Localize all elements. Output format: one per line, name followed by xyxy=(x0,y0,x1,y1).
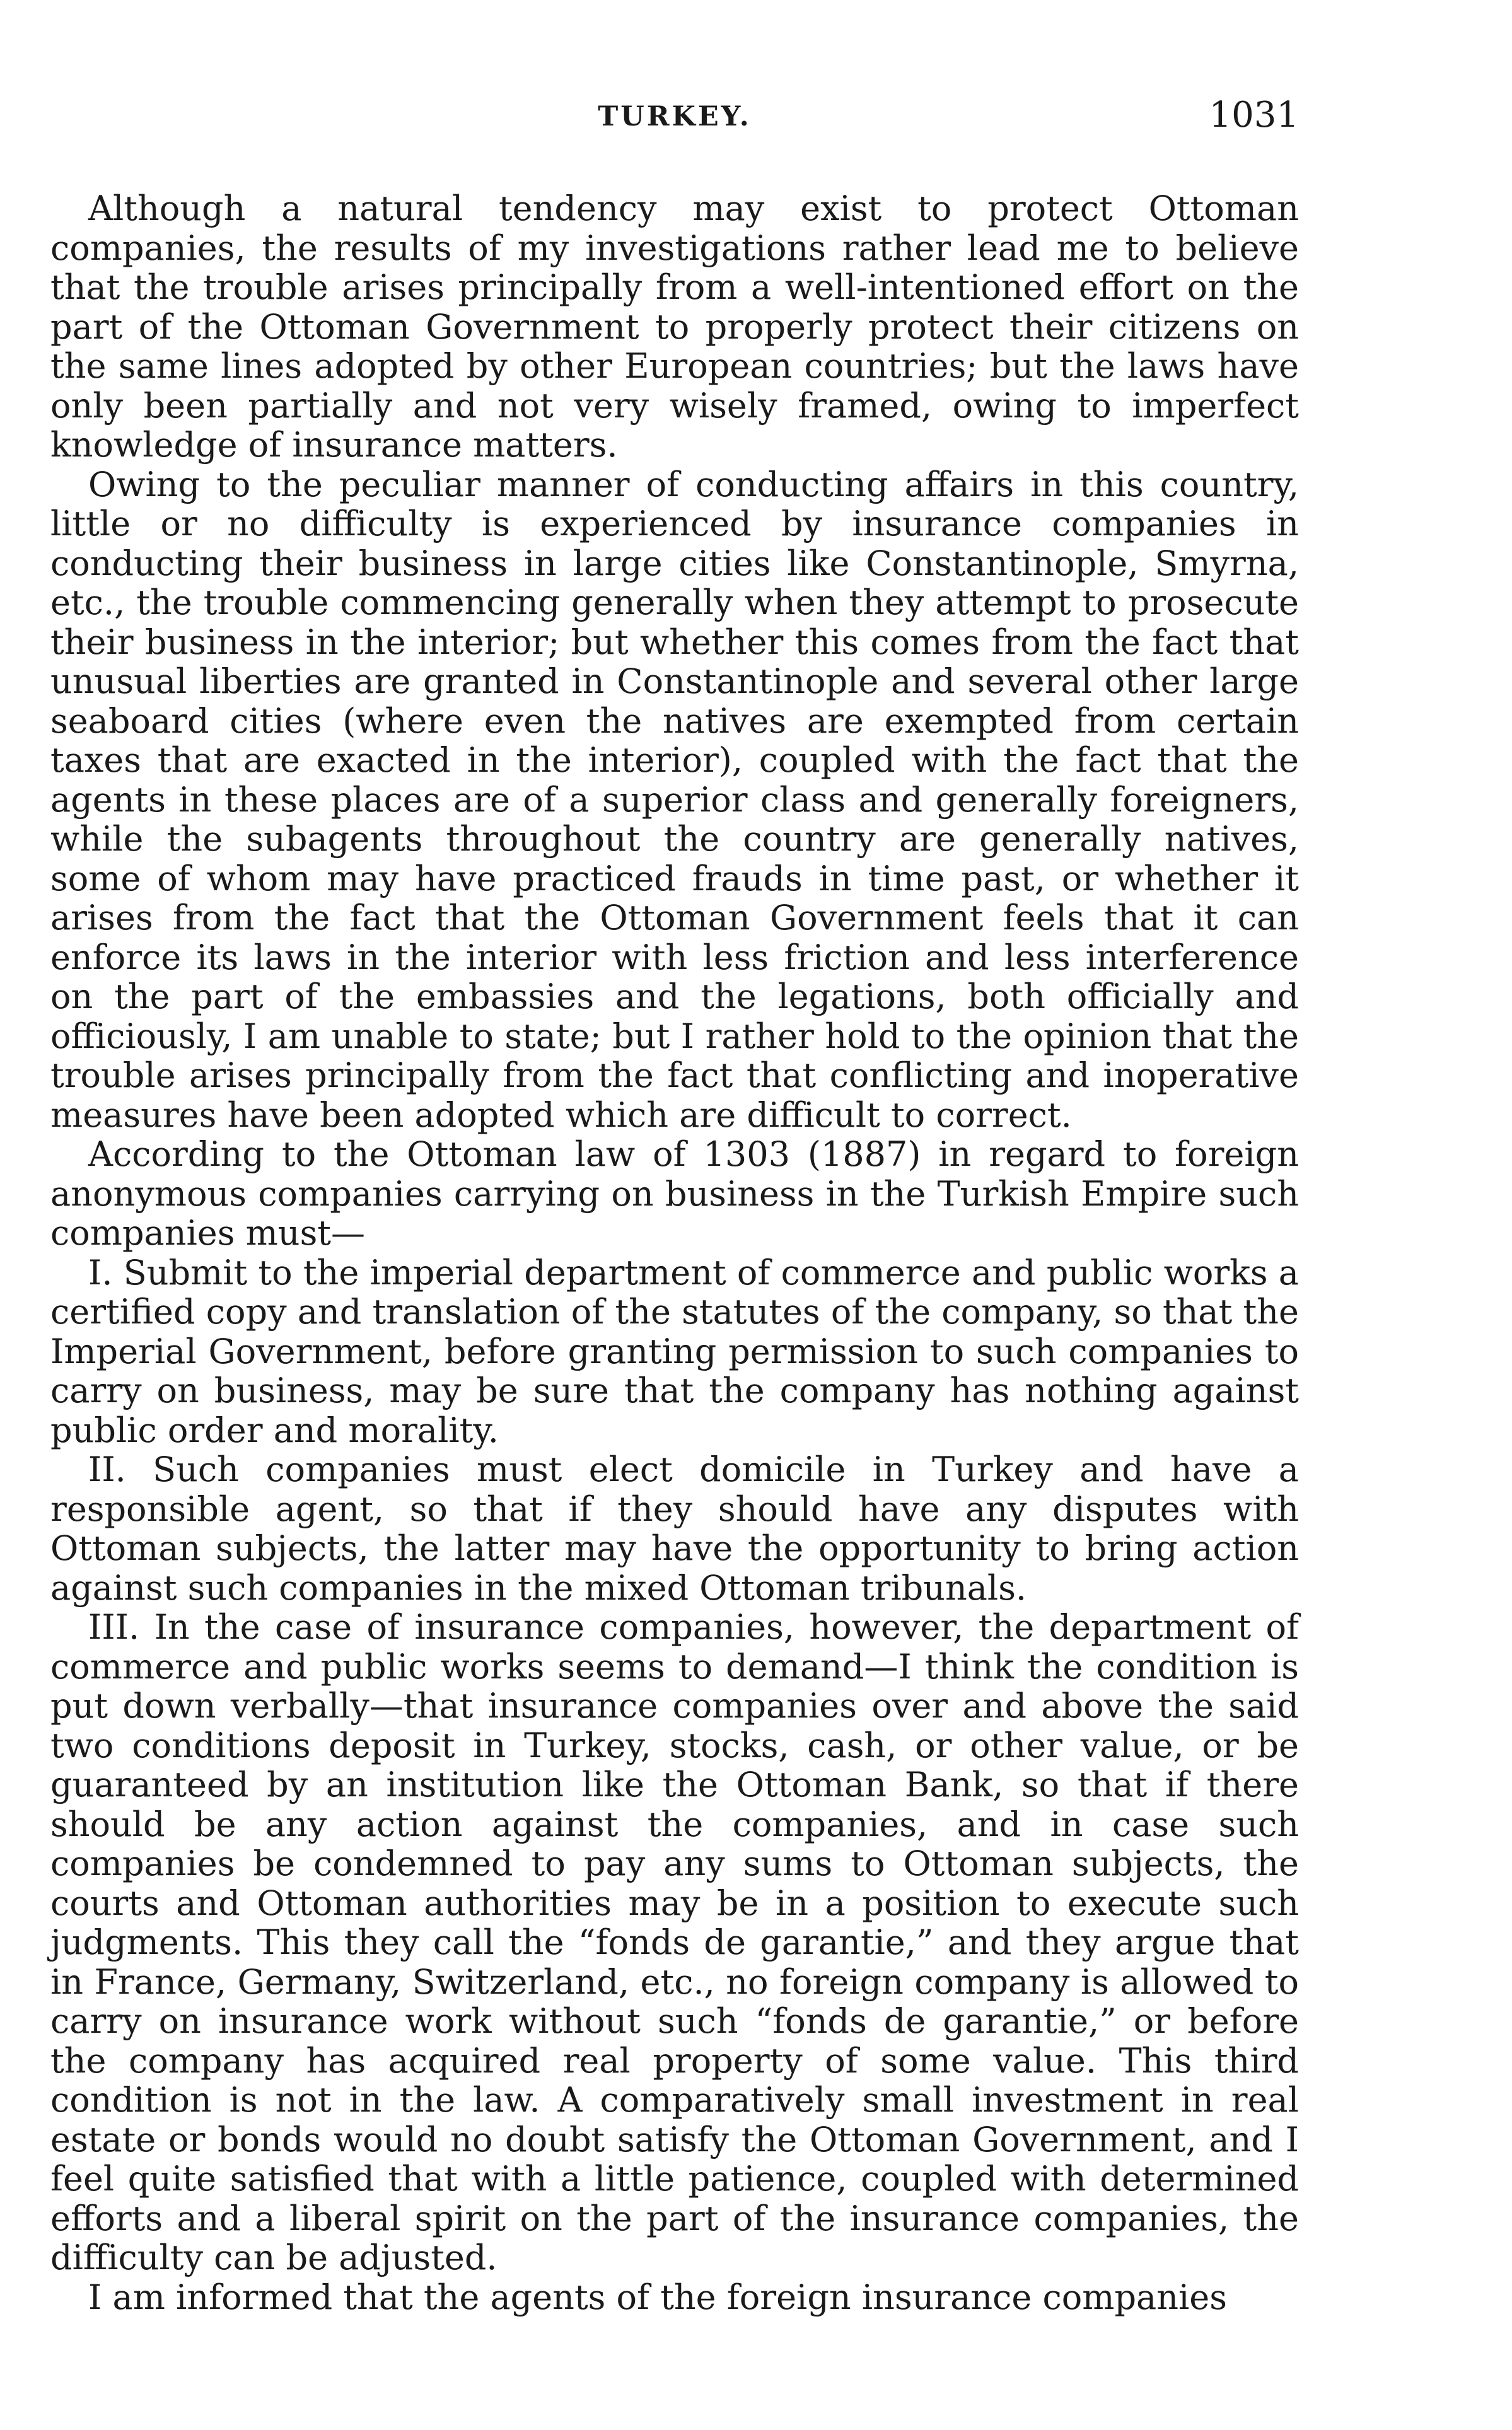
document-page xyxy=(50,95,1299,2317)
paragraph-agents: I am informed that the agents of the foreign insurance companies xyxy=(88,2277,1227,2317)
paragraph-ottoman-law: According to the Ottoman law of 1303 (1887) in regard to foreign anonymous companies carrying on business in the Turkish Empire such companies must— xyxy=(50,1134,1299,1253)
body-text xyxy=(50,189,1299,2317)
page-header xyxy=(50,95,1299,151)
paragraph-intro: Although a natural tendency may exist to protect Ottoman companies, the results of my investigations rather lead me to believe that the trouble arises principally from a well-intentioned effort on the part of the Ottoman Government to properly protect their citizens on the same lines adopted by other European countries; but the laws have only been partially and not very wisely framed, owing to imperfect knowledge of insurance matters. xyxy=(50,189,1299,465)
paragraph-condition-two: II. Such companies must elect domicile in Turkey and have a responsible agent, so that if they should have any disputes with Ottoman subjects, the latter may have the opportunity to bring action against such companies in the mixed Ottoman tribunals. xyxy=(50,1450,1299,1608)
page-number: 1031 xyxy=(1209,95,1299,136)
paragraph-condition-three: III. In the case of insurance companies, however, the department of commerce and public works seems to demand—I think the condition is put down verbally—that insurance companies over and above the said two conditions deposit in Turkey, stocks, cash, or other value, or be guaranteed by an institution like the Ottoman Bank, so that if there should be any action against the companies, and in case such companies be condemned to pay any sums to Ottoman subjects, the courts and Ottoman authorities may be in a position to execute such judgments. This they call the “fonds de garantie,” and they argue that in France, Germany, Switzerland, etc., no foreign company is allowed to carry on insurance work without such “fonds de garantie,” or before the company has acquired real property of some value. This third condition is not in the law. A comparatively small investment in real estate or bonds would no doubt satisfy the Ottoman Government, and I feel quite satisfied that with a little patience, coupled with determined efforts and a liberal spirit on the part of the insurance companies, the difficulty can be adjusted. xyxy=(50,1607,1299,2277)
paragraph-condition-one: I. Submit to the imperial department of commerce and public works a certified copy and translation of the statutes of the company, so that the Imperial Government, before granting permission to such companies to carry on business, may be sure that the company has nothing against public order and morality. xyxy=(50,1252,1299,1450)
running-title: TURKEY. xyxy=(598,101,752,132)
paragraph-conducting-affairs: Owing to the peculiar manner of conducting affairs in this country, little or no difficulty is experienced by insurance companies in conducting their business in large cities like Constantinople, Smyrna, etc., the trouble commencing generally when they attempt to prosecute their business in the interior; but whether this comes from the fact that unusual liberties are granted in Constantinople and several other large seaboard cities (where even the natives are exempted from certain taxes that are exacted in the interior), coupled with the fact that the agents in these places are of a superior class and generally foreigners, while the subagents throughout the country are generally natives, some of whom may have practiced frauds in time past, or whether it arises from the fact that the Ottoman Government feels that it can enforce its laws in the interior with less friction and less interference on the part of the embassies and the legations, both officially and officiously, I am unable to state; but I rather hold to the opinion that the trouble arises principally from the fact that conflicting and inoperative measures have been adopted which are difficult to correct. xyxy=(50,464,1299,1135)
